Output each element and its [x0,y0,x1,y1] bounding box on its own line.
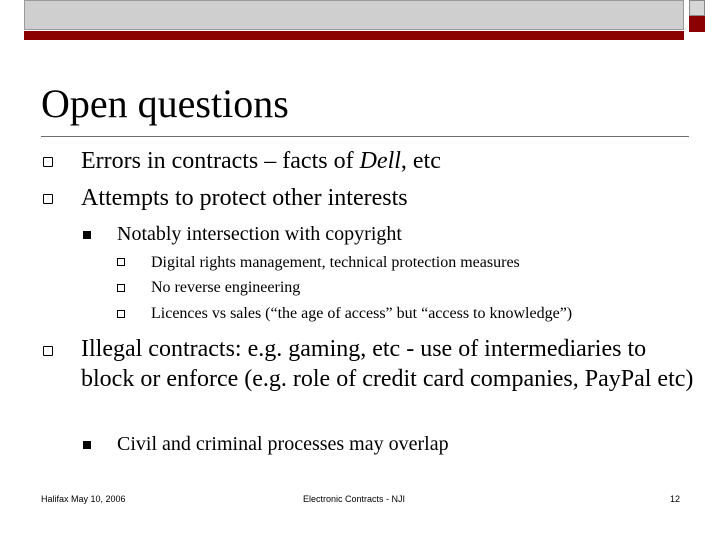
bullet-text-errors [81,146,441,176]
bullet-text-illegal-contracts: Illegal contracts: e.g. gaming, etc - use of intermediaries to block or enforce (e.g. role of credit card companies, PayPal etc) [81,336,694,392]
bullet-text-errors-main: Errors in contracts – facts of [81,148,360,174]
hollow-square-bullet-icon [43,194,53,204]
bullet-text-reverse-engineering: No reverse engineering [151,279,301,296]
hollow-square-bullet-icon [43,157,53,167]
footer-date: Halifax May 10, 2006 [41,494,126,504]
footer-title: Electronic Contracts - NJI [303,494,406,504]
bullet-text-attempts: Attempts to protect other interests [81,185,408,211]
title-divider [41,136,689,137]
bullet-text-licences: Licences vs sales (“the age of access” but “access to knowledge”) [151,305,573,322]
bullet-text-civil-criminal: Civil and criminal processes may overlap [117,433,449,455]
header-small-square-red [689,16,705,32]
header-decoration [24,0,710,34]
bullet-text-copyright: Notably intersection with copyright [117,223,402,245]
filled-square-bullet-icon [83,231,91,239]
header-small-square-gray [689,0,705,16]
hollow-square-bullet-icon [117,258,125,266]
bullet-text-errors-italic: Dell [359,148,401,174]
bullet-text-drm: Digital rights management, technical protection measures [151,254,520,271]
slide-title: Open questions [41,81,289,126]
hollow-square-bullet-icon [43,346,53,356]
bullet-text-errors-tail: , etc [400,148,441,174]
filled-square-bullet-icon [83,441,91,449]
slide-number: 12 [670,494,681,504]
header-gray-band [24,0,684,30]
header-red-bar [24,31,684,40]
hollow-square-bullet-icon [117,310,125,318]
hollow-square-bullet-icon [117,284,125,292]
